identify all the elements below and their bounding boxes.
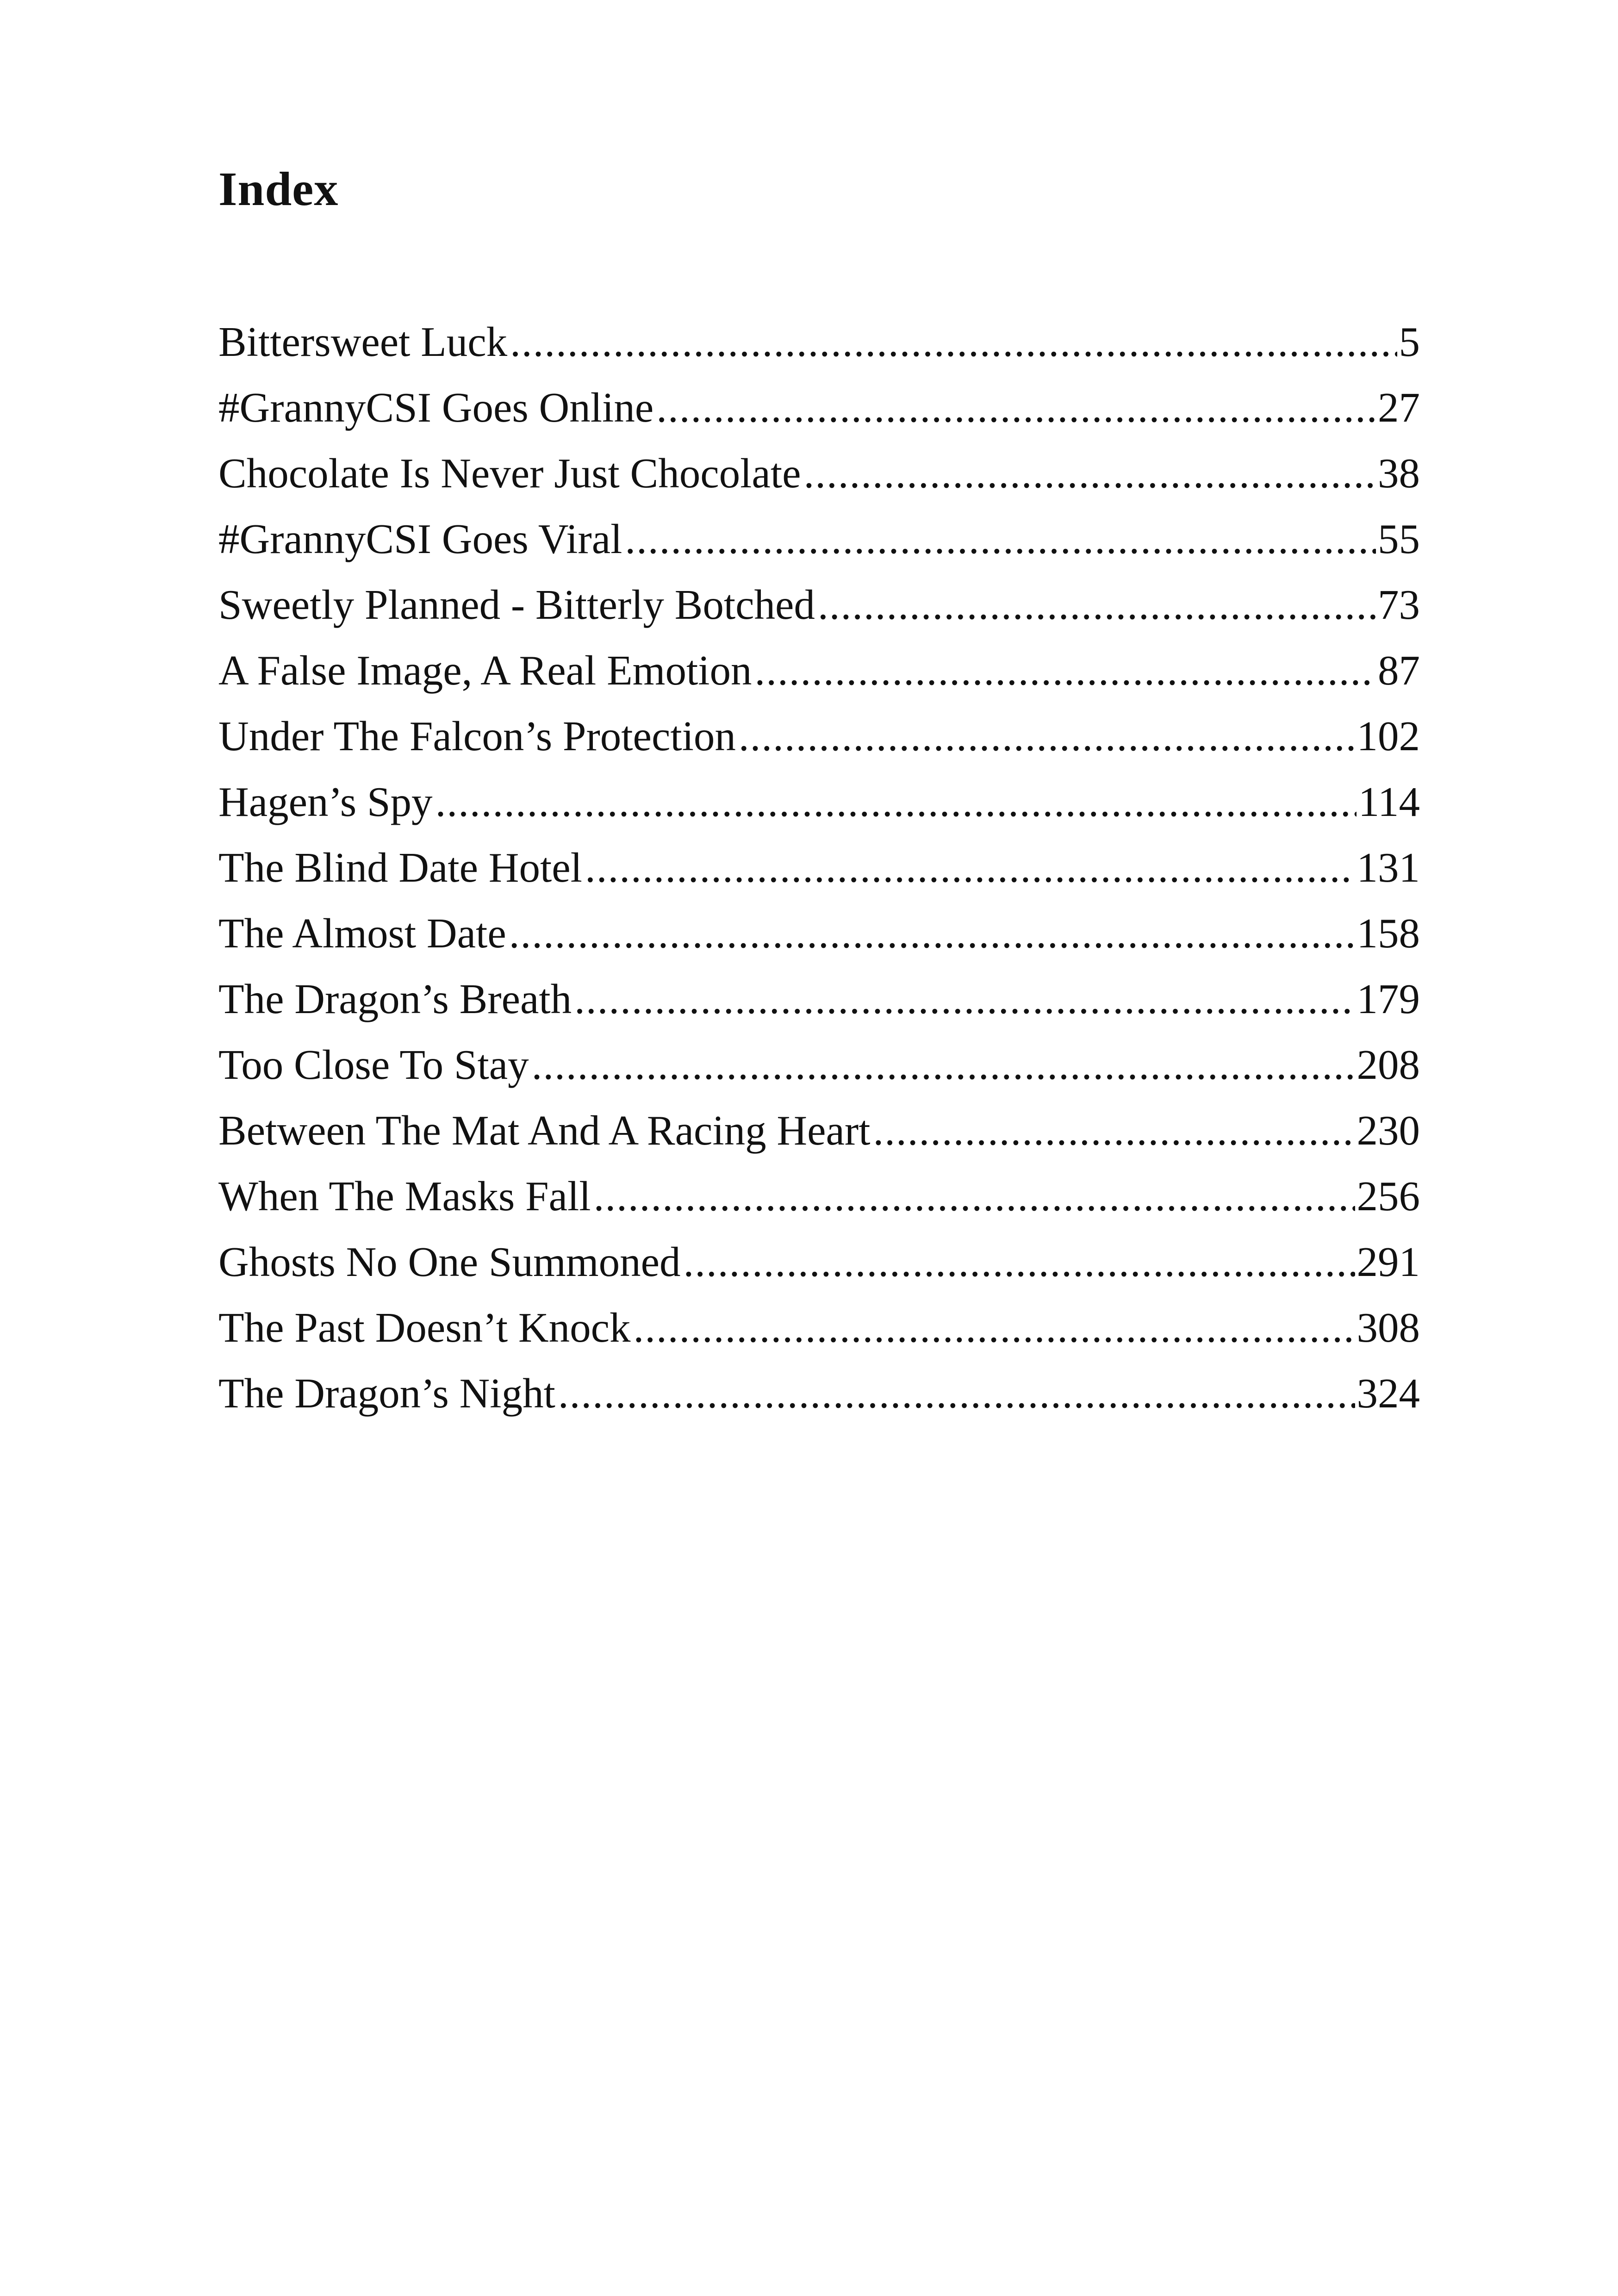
entry-page-number: 291 — [1357, 1238, 1420, 1285]
entry-title: #GrannyCSI Goes Online — [218, 384, 654, 431]
entry-title: The Almost Date — [218, 910, 506, 957]
index-entry — [218, 966, 1420, 1032]
index-entry — [218, 309, 1420, 375]
index-entry — [218, 769, 1420, 835]
entry-page-number: 5 — [1399, 318, 1420, 365]
index-list — [218, 309, 1420, 1426]
entry-page-number: 158 — [1357, 910, 1420, 957]
entry-page-number: 179 — [1357, 976, 1420, 1022]
dot-leader — [436, 769, 1357, 835]
entry-title: The Past Doesn’t Knock — [218, 1304, 631, 1351]
entry-page-number: 38 — [1378, 450, 1420, 497]
index-entry — [218, 1098, 1420, 1164]
entry-title: A False Image, A Real Emotion — [218, 647, 752, 694]
dot-leader — [510, 309, 1397, 375]
index-entry — [218, 375, 1420, 441]
entry-page-number: 230 — [1357, 1107, 1420, 1154]
index-entry — [218, 1295, 1420, 1361]
dot-leader — [625, 506, 1376, 572]
dot-leader — [532, 1032, 1355, 1098]
entry-title: Too Close To Stay — [218, 1041, 529, 1088]
dot-leader — [509, 901, 1355, 966]
entry-title: When The Masks Fall — [218, 1173, 591, 1220]
dot-leader — [558, 1361, 1355, 1426]
entry-page-number: 55 — [1378, 516, 1420, 562]
dot-leader — [585, 835, 1355, 901]
index-entry — [218, 572, 1420, 638]
entry-page-number: 114 — [1358, 778, 1420, 825]
entry-title: Between The Mat And A Racing Heart — [218, 1107, 871, 1154]
index-entry — [218, 441, 1420, 506]
entry-page-number: 131 — [1357, 844, 1420, 891]
dot-leader — [818, 572, 1376, 638]
entry-page-number: 324 — [1357, 1370, 1420, 1417]
entry-title: Under The Falcon’s Protection — [218, 713, 736, 759]
index-entry — [218, 835, 1420, 901]
dot-leader — [739, 703, 1355, 769]
dot-leader — [574, 966, 1355, 1032]
entry-title: Bittersweet Luck — [218, 318, 508, 365]
entry-page-number: 208 — [1357, 1041, 1420, 1088]
entry-title: Chocolate Is Never Just Chocolate — [218, 450, 801, 497]
entry-title: The Blind Date Hotel — [218, 844, 582, 891]
entry-title: Hagen’s Spy — [218, 778, 433, 825]
dot-leader — [683, 1229, 1355, 1295]
entry-title: #GrannyCSI Goes Viral — [218, 516, 622, 562]
entry-page-number: 27 — [1378, 384, 1420, 431]
entry-page-number: 87 — [1378, 647, 1420, 694]
entry-page-number: 256 — [1357, 1173, 1420, 1220]
dot-leader — [804, 441, 1376, 506]
dot-leader — [755, 638, 1376, 703]
entry-title: The Dragon’s Breath — [218, 976, 572, 1022]
index-entry — [218, 638, 1420, 703]
index-entry — [218, 1164, 1420, 1229]
index-entry — [218, 1229, 1420, 1295]
page-title: Index — [218, 162, 339, 216]
entry-title: Ghosts No One Summoned — [218, 1238, 681, 1285]
dot-leader — [656, 375, 1376, 441]
dot-leader — [634, 1295, 1355, 1361]
dot-leader — [594, 1164, 1355, 1229]
index-entry — [218, 703, 1420, 769]
entry-title: Sweetly Planned - Bitterly Botched — [218, 581, 815, 628]
index-entry — [218, 506, 1420, 572]
dot-leader — [873, 1098, 1355, 1164]
index-entry — [218, 901, 1420, 966]
entry-page-number: 102 — [1357, 713, 1420, 759]
entry-title: The Dragon’s Night — [218, 1370, 555, 1417]
entry-page-number: 308 — [1357, 1304, 1420, 1351]
index-entry — [218, 1361, 1420, 1426]
index-entry — [218, 1032, 1420, 1098]
entry-page-number: 73 — [1378, 581, 1420, 628]
